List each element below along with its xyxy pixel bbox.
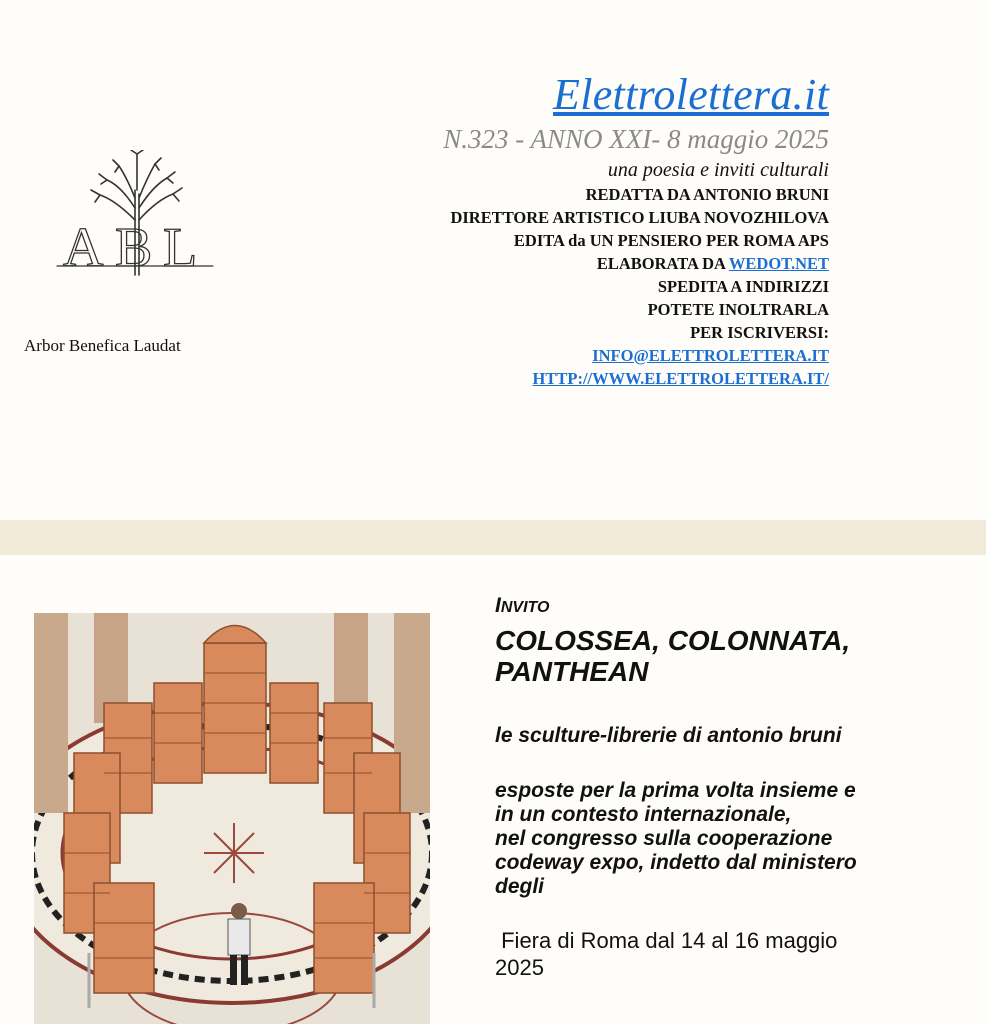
masthead <box>443 68 829 390</box>
venue-line-2: 2025 <box>495 955 544 980</box>
invite-venue <box>495 927 935 981</box>
svg-text:L: L <box>163 217 198 279</box>
invite-section <box>0 555 986 1024</box>
developer-line <box>443 252 829 275</box>
abl-tree-logo <box>55 150 215 280</box>
sculpture-photo[interactable] <box>34 613 430 1024</box>
svg-text:A: A <box>63 217 104 279</box>
subscribe-line: PER ISCRIVERSI: <box>690 323 829 342</box>
invite-headline <box>495 625 965 687</box>
kicker-rest: NVITO <box>500 599 550 616</box>
editor-line: REDATTA DA ANTONIO BRUNI <box>585 185 829 204</box>
desc-line-1: esposte per la prima volta insieme e <box>495 779 856 802</box>
invite-description <box>495 779 955 899</box>
forward-line: POTETE INOLTRARLA <box>647 300 829 319</box>
wedot-link[interactable]: WEDOT.NET <box>728 254 829 273</box>
site-title-link[interactable]: Elettrolettera.it <box>553 70 829 119</box>
kicker-initial: I <box>495 594 501 617</box>
invite-text <box>495 593 965 981</box>
issue-info: N.323 - ANNO XXI- 8 maggio 2025 <box>443 124 829 154</box>
headline-line-1: COLOSSEA, COLONNATA, <box>495 625 851 656</box>
tagline: una poesia e inviti culturali <box>607 159 829 181</box>
publisher-line: EDITA da UN PENSIERO PER ROMA APS <box>513 231 829 250</box>
email-link[interactable]: INFO@ELETTROLETTERA.IT <box>592 346 829 365</box>
desc-line-5: degli <box>495 875 545 898</box>
desc-line-2: in un contesto internazionale, <box>495 803 792 826</box>
venue-line-1: Fiera di Roma dal 14 al 16 maggio <box>495 928 838 953</box>
desc-line-3: nel congresso sulla cooperazione <box>495 827 833 850</box>
website-link[interactable]: HTTP://WWW.ELETTROLETTERA.IT/ <box>532 369 829 388</box>
tree-logo-icon <box>55 150 215 280</box>
sculpture-illustration <box>34 613 430 1024</box>
invite-subtitle: le sculture-librerie di antonio bruni <box>495 724 842 747</box>
headline-line-2: PANTHEAN <box>495 656 649 687</box>
svg-text:B: B <box>115 217 153 279</box>
developer-prefix: ELABORATA DA <box>596 254 729 273</box>
desc-line-4: codeway expo, indetto dal ministero <box>495 851 857 874</box>
invite-kicker <box>495 593 965 621</box>
sent-line: SPEDITA A INDIRIZZI <box>657 277 829 296</box>
logo-motto: Arbor Benefica Laudat <box>24 336 181 355</box>
director-line: DIRETTORE ARTISTICO LIUBA NOVOZHILOVA <box>450 208 829 227</box>
